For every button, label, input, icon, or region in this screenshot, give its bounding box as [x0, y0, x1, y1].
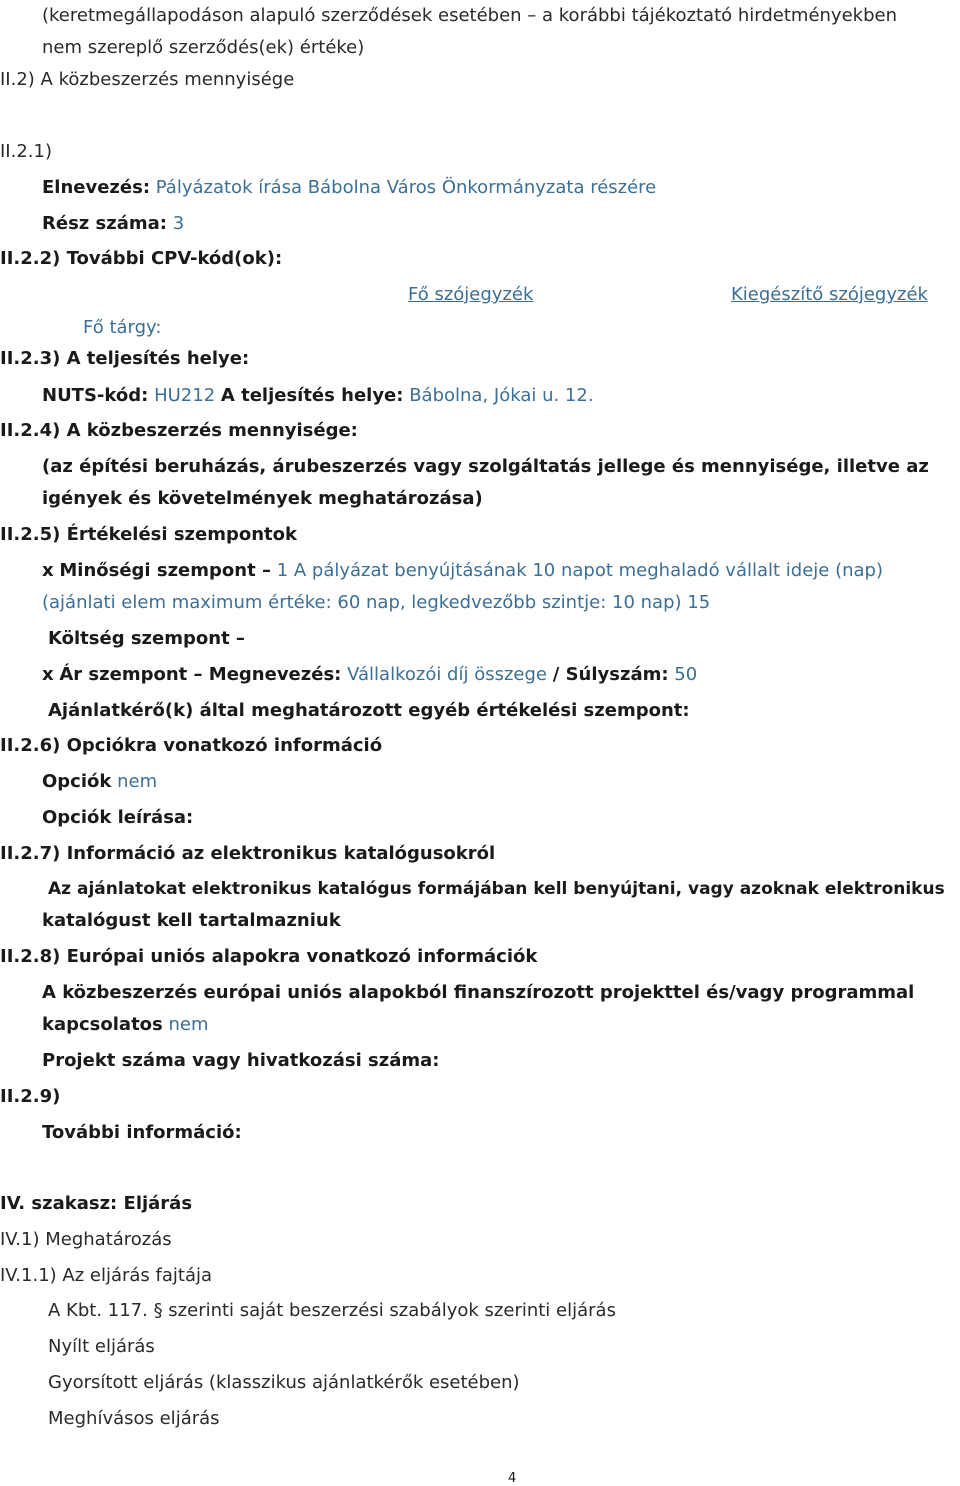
section-iv11-title: IV.1.1) Az eljárás fajtája [0, 1265, 213, 1286]
price-value: Vállalkozói díj összege [347, 664, 547, 685]
procedure-type-item: Nyílt eljárás [48, 1336, 155, 1357]
nuts-label: NUTS-kód: [42, 385, 149, 406]
section-ii28-title: II.2.8) Európai uniós alapokra vonatkozó információk [0, 946, 538, 967]
section-ii29-number: II.2.9) [0, 1086, 61, 1107]
eu-funds-line-1: A közbeszerzés európai uniós alapokból finanszírozott projekttel és/vagy programmal [42, 982, 915, 1003]
catalogue-line-1: Az ajánlatokat elektronikus katalógus formájában kell benyújtani, vagy azoknak elektronikus [48, 879, 945, 899]
place-label: A teljesítés helye: [220, 385, 404, 406]
name-label: Elnevezés: [42, 177, 151, 198]
other-criterion-label: Ajánlatkérő(k) által meghatározott egyéb értékelési szempont: [48, 700, 690, 721]
main-vocabulary-header: Fő szójegyzék [408, 284, 534, 305]
section-ii25-title: II.2.5) Értékelési szempontok [0, 524, 297, 545]
quality-criterion-row [42, 558, 883, 584]
price-label: Ár szempont – Megnevezés: [59, 664, 342, 685]
place-value: Bábolna, Jókai u. 12. [409, 385, 594, 406]
supplementary-vocabulary-header: Kiegészítő szójegyzék [731, 284, 928, 305]
procedure-type-item: Gyorsított eljárás (klasszikus ajánlatkérők esetében) [48, 1372, 520, 1393]
cost-criterion-label: Költség szempont – [48, 628, 245, 649]
weight-label: / Súlyszám: [552, 664, 669, 685]
page-number: 4 [508, 1471, 517, 1486]
section-ii2-title: II.2) A közbeszerzés mennyisége [0, 69, 295, 90]
options-description-label: Opciók leírása: [42, 807, 194, 828]
section-iv1-title: IV.1) Meghatározás [0, 1229, 172, 1250]
place-row [42, 383, 594, 409]
main-subject-label: Fő tárgy: [83, 317, 162, 338]
options-label: Opciók [42, 771, 112, 792]
section-ii26-title: II.2.6) Opciókra vonatkozó információ [0, 735, 383, 756]
options-row [42, 769, 157, 795]
part-value: 3 [172, 213, 185, 234]
quantity-desc-line-1: (az építési beruházás, árubeszerzés vagy szolgáltatás jellege és mennyisége, illetve az [42, 456, 929, 477]
intro-line-1: (keretmegállapodáson alapuló szerződések esetében – a korábbi tájékoztató hirdetményekben [42, 5, 897, 26]
price-criterion-row [42, 662, 697, 688]
name-row [42, 175, 656, 201]
part-label: Rész száma: [42, 213, 167, 234]
intro-line-2: nem szereplő szerződés(ek) értéke) [42, 37, 365, 58]
section-ii24-title: II.2.4) A közbeszerzés mennyisége: [0, 420, 358, 441]
catalogue-line-2: katalógust kell tartalmazniuk [42, 910, 341, 931]
quality-checkbox-mark: x [42, 560, 54, 581]
name-value: Pályázatok írása Bábolna Város Önkormányzata részére [155, 177, 657, 198]
eu-funds-value: nem [168, 1014, 209, 1035]
part-row [42, 211, 184, 237]
section-ii22-title: II.2.2) További CPV-kód(ok): [0, 248, 283, 269]
section-iv-title: IV. szakasz: Eljárás [0, 1193, 193, 1214]
quality-value-line-2: (ajánlati elem maximum értéke: 60 nap, legkedvezőbb szintje: 10 nap) 15 [42, 592, 711, 613]
further-info-label: További információ: [42, 1122, 242, 1143]
section-ii21-number: II.2.1) [0, 141, 52, 162]
procedure-type-item: Meghívásos eljárás [48, 1408, 220, 1429]
nuts-value: HU212 [154, 385, 216, 406]
section-ii23-title: II.2.3) A teljesítés helye: [0, 348, 250, 369]
section-ii27-title: II.2.7) Információ az elektronikus katalógusokról [0, 843, 496, 864]
options-value: nem [117, 771, 158, 792]
procedure-type-item: A Kbt. 117. § szerinti saját beszerzési szabályok szerinti eljárás [48, 1300, 616, 1321]
quality-value-line-1: 1 A pályázat benyújtásának 10 napot meghaladó vállalt ideje (nap) [276, 560, 884, 581]
project-number-label: Projekt száma vagy hivatkozási száma: [42, 1050, 440, 1071]
weight-value: 50 [674, 664, 698, 685]
price-checkbox-mark: x [42, 664, 54, 685]
quantity-desc-line-2: igények és követelmények meghatározása) [42, 488, 483, 509]
quality-label: Minőségi szempont – [59, 560, 271, 581]
eu-funds-row [42, 1012, 209, 1038]
eu-funds-label: kapcsolatos [42, 1014, 163, 1035]
